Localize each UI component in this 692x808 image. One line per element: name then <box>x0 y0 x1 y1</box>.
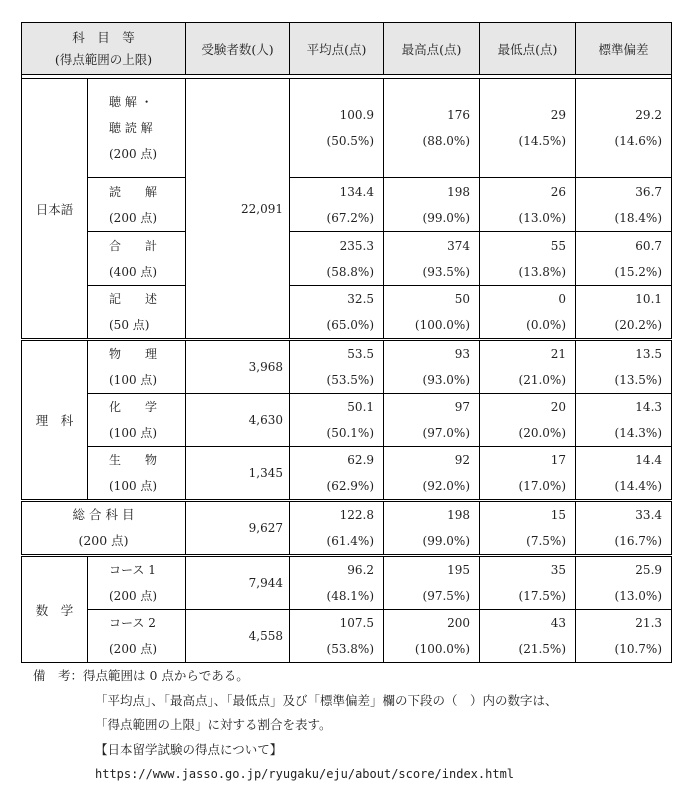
value: 62.9 <box>347 453 375 467</box>
cell-mean <box>290 232 384 286</box>
table-row <box>22 232 672 286</box>
percent: (50.1%) <box>326 426 375 440</box>
examinees-general: 9,627 <box>186 501 290 556</box>
value: 20 <box>550 400 567 414</box>
cell-min <box>480 79 576 178</box>
examinees-chemistry: 4,630 <box>186 394 290 447</box>
examinees-physics: 3,968 <box>186 340 290 394</box>
table-row <box>22 610 672 663</box>
note-heading: 【日本留学試験の得点について】 <box>95 741 283 757</box>
cell-max <box>384 340 480 394</box>
value: 198 <box>447 508 471 522</box>
value: 17 <box>550 453 567 467</box>
row-label-line: (100 点) <box>109 479 158 493</box>
value: 97 <box>454 400 471 414</box>
value: 50 <box>454 292 471 306</box>
cell-sd <box>576 286 672 340</box>
percent: (13.8%) <box>518 264 567 279</box>
table-row <box>22 447 672 501</box>
value: 176 <box>447 108 471 122</box>
examinees-biology: 1,345 <box>186 447 290 501</box>
cell-sd <box>576 79 672 178</box>
cell-min <box>480 394 576 447</box>
examinees-japanese: 22,091 <box>186 79 290 340</box>
note-line: 「平均点」、「最高点」、「最低点」及び「標準偏差」欄の下段の（ ）内の数字は、 <box>95 692 558 708</box>
row-label <box>88 556 186 610</box>
cell-max <box>384 556 480 610</box>
cell-mean <box>290 394 384 447</box>
row-label-line: (200 点) <box>78 533 129 548</box>
cell-sd <box>576 232 672 286</box>
score-info-link[interactable]: https://www.jasso.go.jp/ryugaku/eju/about/score/index.html <box>95 767 515 781</box>
percent: (0.0%) <box>526 318 567 332</box>
percent: (50.5%) <box>326 134 375 148</box>
row-label-line: (200 点) <box>109 589 158 603</box>
group-label-math: 数 学 <box>22 556 88 663</box>
cell-mean <box>290 79 384 178</box>
row-label-line: (400 点) <box>109 264 158 279</box>
percent: (58.8%) <box>326 264 375 279</box>
value: 50.1 <box>347 400 375 414</box>
table-row <box>22 501 672 556</box>
value: 21.3 <box>635 616 663 630</box>
cell-mean <box>290 178 384 232</box>
percent: (53.8%) <box>326 642 375 656</box>
percent: (17.5%) <box>518 589 567 603</box>
percent: (88.0%) <box>422 134 471 148</box>
cell-min <box>480 447 576 501</box>
percent: (20.0%) <box>518 426 567 440</box>
table-row <box>22 178 672 232</box>
value: 15 <box>550 508 567 522</box>
value: 36.7 <box>635 184 663 199</box>
percent: (93.5%) <box>422 264 471 279</box>
value: 195 <box>447 563 471 577</box>
value: 29.2 <box>635 108 663 122</box>
value: 200 <box>447 616 471 630</box>
percent: (97.0%) <box>422 426 471 440</box>
examinees-course1: 7,944 <box>186 556 290 610</box>
percent: (99.0%) <box>422 210 471 225</box>
group-label-japanese: 日本語 <box>22 79 88 340</box>
row-label-line: 聴 読 解 <box>109 121 153 135</box>
percent: (14.5%) <box>518 134 567 148</box>
cell-max <box>384 79 480 178</box>
percent: (10.7%) <box>614 642 663 656</box>
percent: (100.0%) <box>414 318 471 332</box>
note-line: 「得点範囲の上限」に対する割合を表す。 <box>95 717 332 732</box>
row-label-line: 読 解 <box>109 184 158 199</box>
value: 13.5 <box>635 347 663 361</box>
value: 60.7 <box>635 238 663 253</box>
cell-max <box>384 286 480 340</box>
cell-sd <box>576 556 672 610</box>
cell-max <box>384 501 480 556</box>
value: 100.9 <box>339 108 375 122</box>
cell-min <box>480 178 576 232</box>
cell-max <box>384 394 480 447</box>
notes <box>33 664 673 787</box>
cell-sd <box>576 501 672 556</box>
value: 26 <box>550 184 567 199</box>
value: 134.4 <box>339 184 375 199</box>
row-label <box>88 394 186 447</box>
cell-max <box>384 232 480 286</box>
value: 122.8 <box>339 508 375 522</box>
value: 198 <box>447 184 471 199</box>
percent: (14.3%) <box>614 426 663 440</box>
percent: (13.5%) <box>614 373 663 387</box>
cell-min <box>480 501 576 556</box>
percent: (62.9%) <box>326 479 375 493</box>
cell-min <box>480 340 576 394</box>
header-subject <box>22 23 186 75</box>
cell-mean <box>290 610 384 663</box>
cell-max <box>384 610 480 663</box>
percent: (97.5%) <box>422 589 471 603</box>
value: 14.3 <box>635 400 663 414</box>
percent: (13.0%) <box>614 589 663 603</box>
table-row <box>22 79 672 178</box>
percent: (21.0%) <box>518 373 567 387</box>
header-subject-line2: (得点範囲の上限) <box>54 51 153 67</box>
row-label-line: (200 点) <box>109 210 158 225</box>
percent: (14.4%) <box>614 479 663 493</box>
cell-mean <box>290 556 384 610</box>
row-label <box>88 286 186 340</box>
header-sd: 標準偏差 <box>576 23 672 75</box>
value: 107.5 <box>339 616 375 630</box>
value: 14.4 <box>635 453 663 467</box>
percent: (48.1%) <box>326 589 375 603</box>
cell-sd <box>576 178 672 232</box>
percent: (21.5%) <box>518 642 567 656</box>
row-label <box>88 447 186 501</box>
percent: (16.7%) <box>614 534 663 548</box>
row-label-line: 記 述 <box>109 292 158 306</box>
row-label-line: (200 点) <box>109 642 158 656</box>
value: 55 <box>550 238 567 253</box>
percent: (18.4%) <box>614 210 663 225</box>
note-line: 備 考：得点範囲は 0 点からである。 <box>33 668 249 683</box>
row-label-line: 物 理 <box>109 347 158 361</box>
header-mean: 平均点(点) <box>290 23 384 75</box>
cell-sd <box>576 610 672 663</box>
percent: (93.0%) <box>422 373 471 387</box>
cell-mean <box>290 286 384 340</box>
group-label-general <box>22 501 186 556</box>
cell-max <box>384 447 480 501</box>
value: 43 <box>550 616 567 630</box>
percent: (14.6%) <box>614 134 663 148</box>
row-label <box>88 178 186 232</box>
percent: (100.0%) <box>414 642 471 656</box>
cell-min <box>480 610 576 663</box>
row-label-line: 総 合 科 目 <box>72 507 135 522</box>
row-label <box>88 79 186 178</box>
percent: (20.2%) <box>614 318 663 332</box>
value: 35 <box>550 563 567 577</box>
percent: (13.0%) <box>518 210 567 225</box>
percent: (99.0%) <box>422 534 471 548</box>
value: 235.3 <box>339 238 375 253</box>
table-row <box>22 340 672 394</box>
header-max: 最高点(点) <box>384 23 480 75</box>
row-label <box>88 232 186 286</box>
header-subject-line1: 科 目 等 <box>72 29 135 45</box>
row-label-line: (200 点) <box>109 147 158 161</box>
cell-mean <box>290 340 384 394</box>
row-label-line: (50 点) <box>109 318 150 332</box>
row-label-line: (100 点) <box>109 373 158 387</box>
percent: (53.5%) <box>326 373 375 387</box>
percent: (65.0%) <box>326 318 375 332</box>
value: 374 <box>447 238 471 253</box>
cell-sd <box>576 447 672 501</box>
cell-mean <box>290 447 384 501</box>
row-label-line: 生 物 <box>109 453 158 467</box>
percent: (61.4%) <box>326 534 375 548</box>
row-label-line: (100 点) <box>109 426 158 440</box>
row-label-line: コース 2 <box>109 616 156 630</box>
cell-sd <box>576 394 672 447</box>
table-row <box>22 286 672 340</box>
row-label-line: 合 計 <box>109 238 158 253</box>
cell-min <box>480 556 576 610</box>
percent: (15.2%) <box>614 264 663 279</box>
table-row <box>22 394 672 447</box>
value: 0 <box>558 292 567 306</box>
row-label <box>88 610 186 663</box>
cell-min <box>480 232 576 286</box>
value: 92 <box>454 453 471 467</box>
value: 96.2 <box>347 563 375 577</box>
percent: (92.0%) <box>422 479 471 493</box>
row-label-line: コース 1 <box>109 563 156 577</box>
cell-min <box>480 286 576 340</box>
value: 25.9 <box>635 563 663 577</box>
header-row <box>22 23 672 75</box>
value: 10.1 <box>635 292 663 306</box>
value: 21 <box>550 347 567 361</box>
table-row <box>22 556 672 610</box>
examinees-course2: 4,558 <box>186 610 290 663</box>
percent: (7.5%) <box>526 534 567 548</box>
group-label-science: 理 科 <box>22 340 88 501</box>
row-label-line: 化 学 <box>109 400 158 414</box>
cell-sd <box>576 340 672 394</box>
header-examinees: 受験者数(人) <box>186 23 290 75</box>
value: 33.4 <box>635 508 663 522</box>
cell-max <box>384 178 480 232</box>
value: 29 <box>550 108 567 122</box>
value: 53.5 <box>347 347 375 361</box>
row-label <box>88 340 186 394</box>
header-min: 最低点(点) <box>480 23 576 75</box>
cell-mean <box>290 501 384 556</box>
score-table <box>21 22 672 663</box>
value: 32.5 <box>347 292 375 306</box>
percent: (17.0%) <box>518 479 567 493</box>
value: 93 <box>454 347 471 361</box>
percent: (67.2%) <box>326 210 375 225</box>
row-label-line: 聴 解 ・ <box>109 95 153 109</box>
